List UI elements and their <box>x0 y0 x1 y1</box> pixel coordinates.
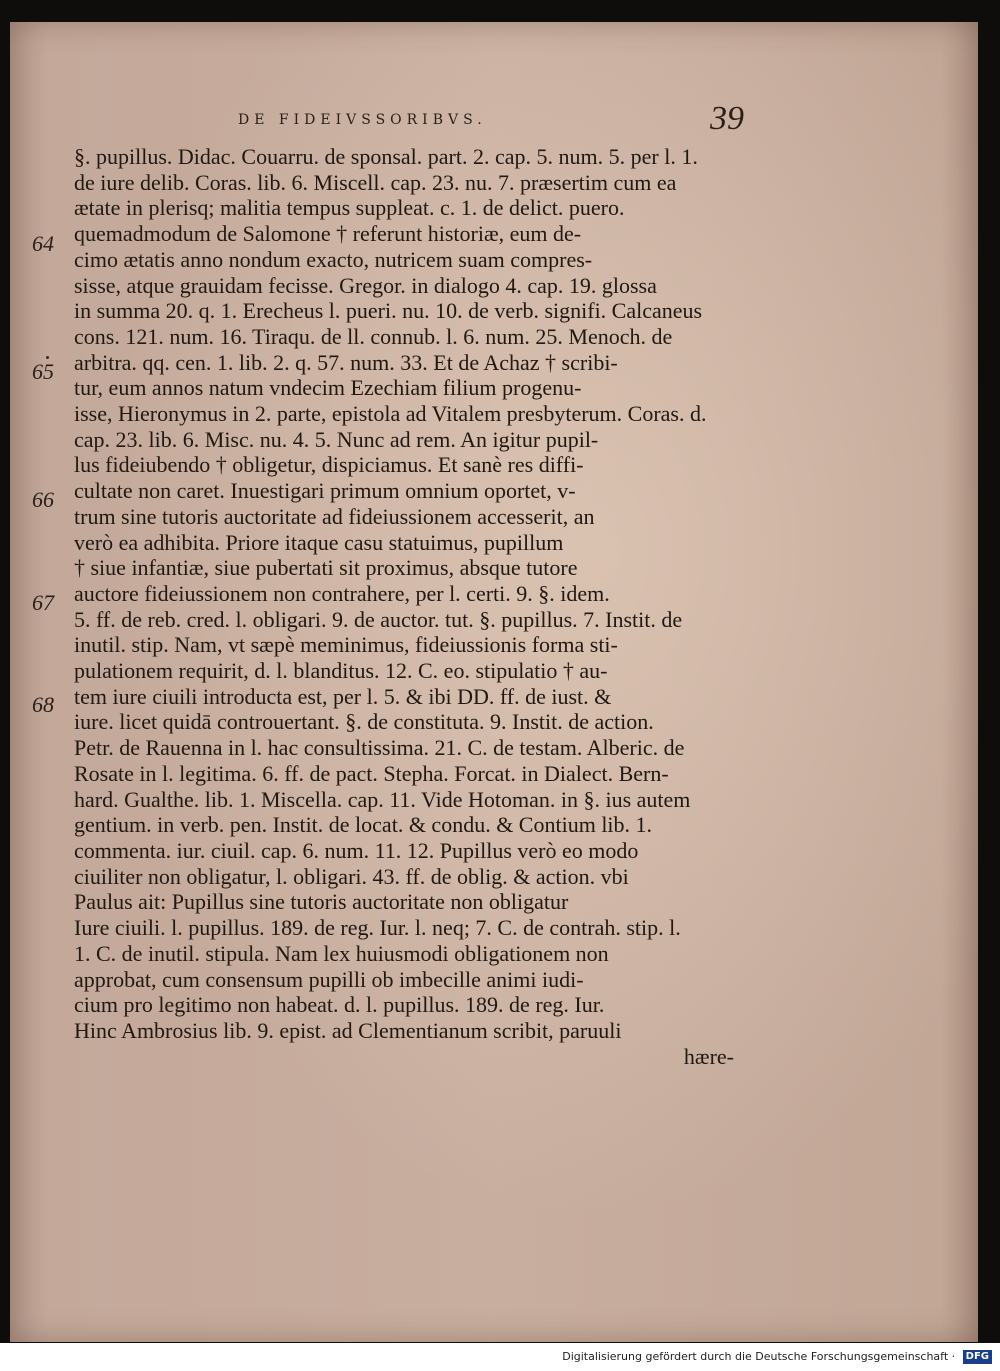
text-line: † siue infantiæ, siue pubertati sit proximus, absque tutore <box>74 555 578 581</box>
text-line: cultate non caret. Inuestigari primum omnium oportet, v- <box>74 478 576 504</box>
text-line: Iure ciuili. l. pupillus. 189. de reg. Iur. l. neq; 7. C. de contrah. stip. l. <box>74 915 681 941</box>
text-line: de iure delib. Coras. lib. 6. Miscell. cap. 23. nu. 7. præsertim cum ea <box>74 169 677 195</box>
text-line: tur, eum annos natum vndecim Ezechiam filium progenu- <box>74 375 582 401</box>
text-line: auctore fideiussionem non contrahere, per l. certi. 9. §. idem. <box>74 580 610 606</box>
text-line: sisse, atque grauidam fecisse. Gregor. in dialogo 4. cap. 19. glossa <box>74 272 657 298</box>
text-line: cons. 121. num. 16. Tiraqu. de ll. connub. l. 6. num. 25. Menoch. de <box>74 323 673 349</box>
text-line: hard. Gualthe. lib. 1. Miscella. cap. 11. Vide Hotoman. in §. ius autem <box>74 786 691 812</box>
running-head: DE FIDEIVSSORIBVS. <box>238 112 487 128</box>
text-line: verò ea adhibita. Priore itaque casu statuimus, pupillum <box>74 529 564 555</box>
page-number: 39 <box>710 100 744 137</box>
text-line: 1. C. de inutil. stipula. Nam lex huiusmodi obligationem non <box>74 940 609 966</box>
text-line: iure. licet quidā controuertant. §. de constituta. 9. Instit. de action. <box>74 709 654 735</box>
text-line: cimo ætatis anno nondum exacto, nutricem suam compres- <box>74 246 593 272</box>
text-line: commenta. iur. ciuil. cap. 6. num. 11. 12. Pupillus verò eo modo <box>74 837 639 863</box>
digitization-credit <box>0 1343 1000 1371</box>
body-text <box>74 144 734 1069</box>
text-line: quemadmodum de Salomone † referunt historiæ, eum de- <box>74 221 582 247</box>
text-line: ciuiliter non obligatur, l. obligari. 43. ff. de oblig. & action. vbi <box>74 863 629 889</box>
book-page <box>10 22 978 1342</box>
text-line: arbitra. qq. cen. 1. lib. 2. q. 57. num. 33. Et de Achaz † scribi- <box>74 349 618 375</box>
text-line: ætate in plerisq; malitia tempus suppleat. c. 1. de delict. puero. <box>74 195 625 221</box>
text-line: cap. 23. lib. 6. Misc. nu. 4. 5. Nunc ad rem. An igitur pupil- <box>74 426 599 452</box>
margin-number: 68 <box>32 692 54 717</box>
text-line: Petr. de Rauenna in l. hac consultissima. 21. C. de testam. Alberic. de <box>74 735 685 761</box>
text-line: in summa 20. q. 1. Erecheus l. pueri. nu. 10. de verb. signifi. Calcaneus <box>74 298 703 324</box>
text-line: 5. ff. de reb. cred. l. obligari. 9. de auctor. tut. §. pupillus. 7. Instit. de <box>74 606 683 632</box>
text-line: Rosate in l. legitima. 6. ff. de pact. Stepha. Forcat. in Dialect. Bern- <box>74 760 669 786</box>
text-line: gentium. in verb. pen. Instit. de locat. & condu. & Contium lib. 1. <box>74 812 653 838</box>
text-line: §. pupillus. Didac. Couarru. de sponsal. part. 2. cap. 5. num. 5. per l. 1. <box>74 144 698 169</box>
margin-number: 66 <box>32 487 54 512</box>
text-line: trum sine tutoris auctoritate ad fideiussionem accesserit, an <box>74 503 595 529</box>
text-line: isse, Hieronymus in 2. parte, epistola ad Vitalem presbyterum. Coras. d. <box>74 401 707 427</box>
dfg-logo: DFG <box>963 1350 992 1364</box>
text-line: cium pro legitimo non habeat. d. l. pupillus. 189. de reg. Iur. <box>74 992 605 1018</box>
text-line: Paulus ait: Pupillus sine tutoris auctoritate non obligatur <box>74 889 569 915</box>
text-line: approbat, cum consensum pupilli ob imbecille animi iudi- <box>74 966 584 992</box>
text-line: tem iure ciuili introducta est, per l. 5. & ibi DD. ff. de iust. & <box>74 683 612 709</box>
margin-number: 67 <box>32 590 54 615</box>
catchword: hære- <box>683 1043 734 1069</box>
margin-number: 64 <box>32 231 54 256</box>
text-line: Hinc Ambrosius lib. 9. epist. ad Clementianum scribit, paruuli <box>74 1017 622 1043</box>
text-line: pulationem requirit, d. l. blanditus. 12. C. eo. stipulatio † au- <box>74 658 608 684</box>
margin-number: 65 <box>32 359 54 384</box>
text-line: inutil. stip. Nam, vt sæpè meminimus, fideiussionis forma sti- <box>74 632 618 658</box>
credit-text: Digitalisierung gefördert durch die Deutsche Forschungsgemeinschaft · <box>562 1350 956 1363</box>
text-line: lus fideiubendo † obligetur, dispiciamus. Et sanè res diffi- <box>74 452 584 478</box>
